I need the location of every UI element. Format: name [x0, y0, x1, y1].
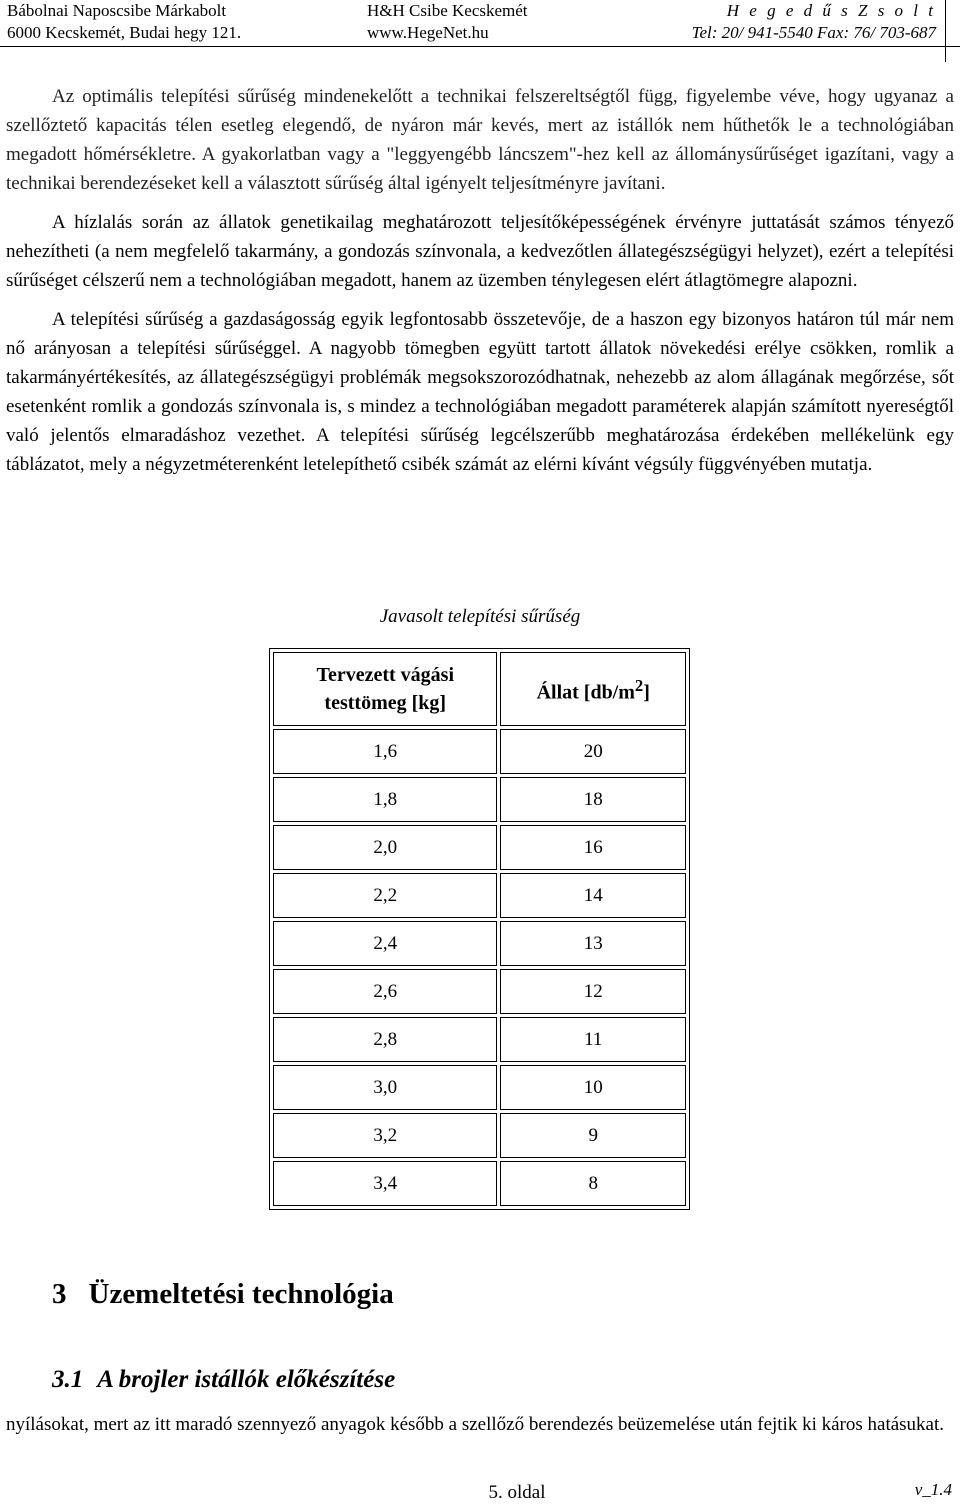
table-row	[273, 1065, 686, 1110]
density-cell: 11	[500, 1017, 686, 1062]
density-cell: 10	[500, 1065, 686, 1110]
density-cell: 14	[500, 873, 686, 918]
weight-cell: 1,8	[273, 777, 497, 822]
table-row	[273, 921, 686, 966]
header-phone: Tel: 20/ 941-5540 Fax: 76/ 703-687	[691, 23, 936, 42]
section-title: Üzemeltetési technológia	[88, 1278, 394, 1310]
weight-cell: 2,0	[273, 825, 497, 870]
table-caption: Javasolt telepítési sűrűség	[379, 606, 581, 627]
subsection-number: 3.1	[52, 1366, 84, 1393]
density-cell: 16	[500, 825, 686, 870]
header-shop: H&H Csibe Kecskemét	[367, 1, 528, 20]
table-row	[273, 969, 686, 1014]
weight-cell: 1,6	[273, 729, 497, 774]
weight-cell: 2,2	[273, 873, 497, 918]
weight-cell: 3,2	[273, 1113, 497, 1158]
table-row	[273, 873, 686, 918]
paragraph: A telepítési sűrűség a gazdaságosság egyik legfontosabb összetevője, de a haszon egy bizonyos határon túl már nem nő arányosan a telepítési sűrűséggel. A nagyobb tömegben együtt tartott állatok növekedési erélye csökken, romlik a takarmányértékesítés, az állategészségügyi problémák megsokszorozódhatnak, nehezebb az alom állagának megőrzése, sőt esetenként romlik a gondozás színvonala is, s mindez a technológiában megadott paraméterek alapján számított nyereségtől való jelentős elmaradáshoz vezethet. A telepítési sűrűség legcélszerűbb meghatározása érdekében mellékelünk egy táblázatot, mely a négyzetméterenként letelepíthető csibék számát az elérni kívánt végsúly függvényében mutatja.	[6, 309, 954, 475]
header-person: H e g e d ű s Z s o l t	[726, 1, 936, 20]
header-website[interactable]: www.HegeNet.hu	[367, 23, 489, 42]
table-header-row	[273, 652, 686, 726]
weight-cell: 2,8	[273, 1017, 497, 1062]
density-table	[269, 648, 690, 1210]
table-row	[273, 729, 686, 774]
section-number: 3	[52, 1278, 67, 1310]
table-row	[273, 1113, 686, 1158]
subsection-heading	[52, 1366, 395, 1394]
page-number: 5. oldal	[488, 1482, 546, 1503]
density-cell: 9	[500, 1113, 686, 1158]
weight-cell: 3,4	[273, 1161, 497, 1206]
density-cell: 13	[500, 921, 686, 966]
paragraph: nyílásokat, mert az itt maradó szennyező anyagok később a szellőző berendezés beüzemelése után fejtik ki káros hatásukat.	[6, 1414, 945, 1435]
column-header-density: Állat $[db/m^2]$	[500, 652, 686, 726]
header-divider	[0, 46, 960, 47]
table-row	[273, 1017, 686, 1062]
header-corner-mark	[945, 0, 946, 62]
density-cell: 20	[500, 729, 686, 774]
version-label: v_1.4	[914, 1480, 952, 1499]
density-cell: 8	[500, 1161, 686, 1206]
subsection-title: A brojler istállók előkészítése	[97, 1366, 396, 1393]
header-company: Bábolnai Naposcsibe Márkabolt	[7, 1, 227, 20]
table-row	[273, 825, 686, 870]
column-header-weight: Tervezett vágási testtömeg [kg]	[273, 652, 497, 726]
section-heading	[52, 1278, 394, 1311]
body-text	[6, 82, 954, 489]
header-address: 6000 Kecskemét, Budai hegy 121.	[7, 23, 242, 42]
weight-cell: 2,6	[273, 969, 497, 1014]
table-row	[273, 1161, 686, 1206]
density-cell: 12	[500, 969, 686, 1014]
weight-cell: 3,0	[273, 1065, 497, 1110]
paragraph: A hízlalás során az állatok genetikailag meghatározott teljesítőképességének érvényre juttatását számos tényező nehezítheti (a nem megfelelő takarmány, a gondozás színvonala, a kedvezőtlen állategészségügyi helyzet), ezért a telepítési sűrűséget célszerű nem a technológiában megadott, hanem az üzemben ténylegesen elért átlagtömegre alapozni.	[6, 212, 954, 291]
paragraph: Az optimális telepítési sűrűség mindenekelőtt a technikai felszereltségtől függ, figyelembe véve, hogy ugyanaz a szellőztető kapacitás télen esetleg elegendő, de nyáron már kevés, mert az istállók nem hűthetők le a technológiában megadott hőmérsékletre. A gyakorlatban vagy a "leggyengébb láncszem"-hez kell az állománysűrűséget igazítani, vagy a technikai berendezéseket kell a választott sűrűség által igényelt teljesítményre javítani.	[6, 86, 954, 194]
weight-cell: 2,4	[273, 921, 497, 966]
density-cell: 18	[500, 777, 686, 822]
table-row	[273, 777, 686, 822]
page-header	[0, 0, 960, 48]
